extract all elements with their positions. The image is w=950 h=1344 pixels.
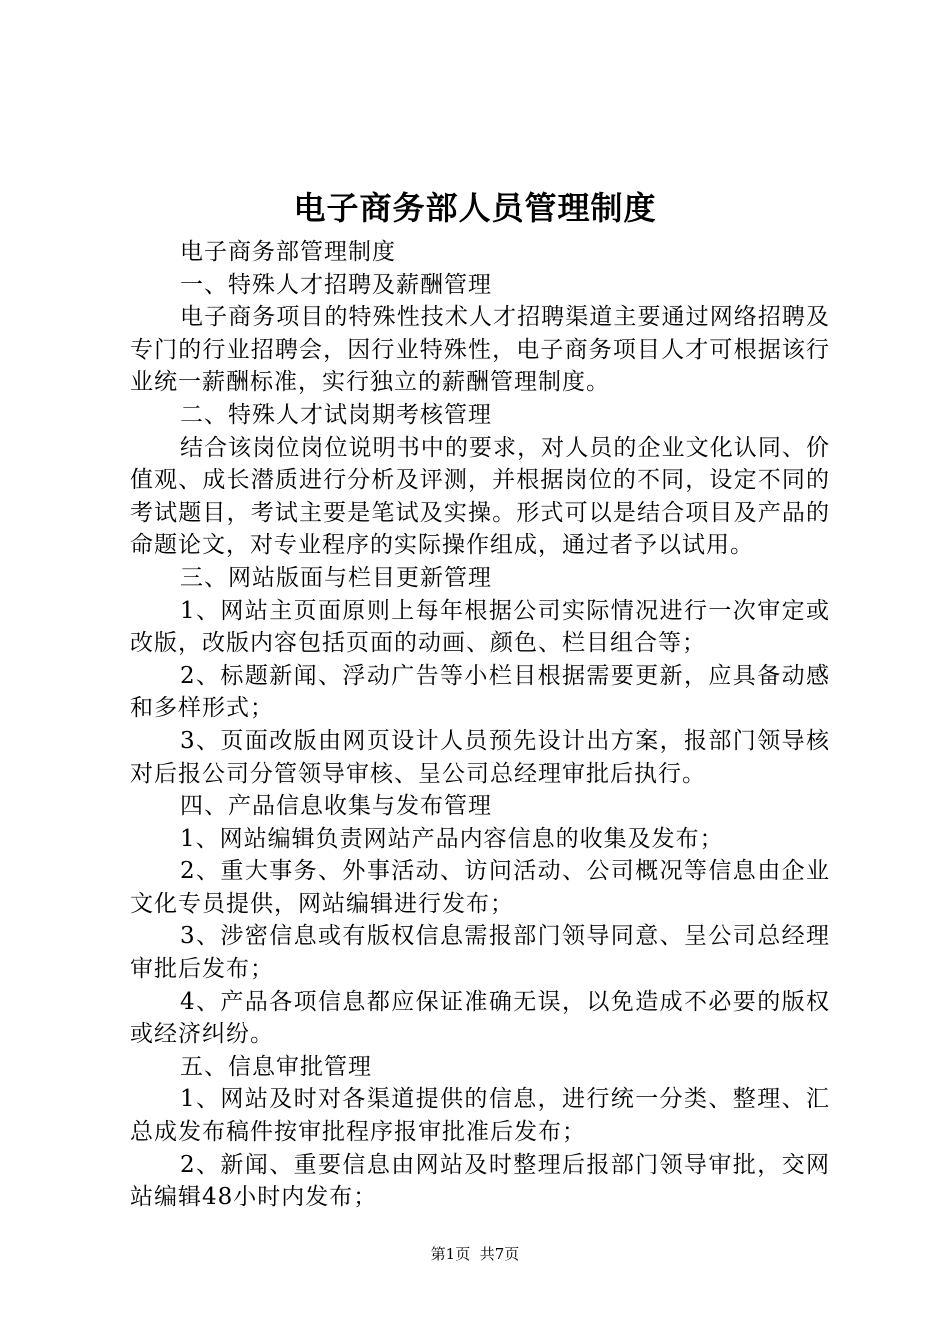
list-item: 3、页面改版由网页设计人员预先设计出方案，报部门领导核对后报公司分管领导审核、呈公司总经理审批后执行。 <box>130 727 830 787</box>
page-total: 共7页 <box>479 1245 520 1263</box>
section-heading-3: 三、网站版面与栏目更新管理 <box>180 564 492 591</box>
section-heading-2: 二、特殊人才试岗期考核管理 <box>180 401 492 428</box>
list-item: 3、涉密信息或有版权信息需报部门领导同意、呈公司总经理审批后发布； <box>130 923 830 983</box>
list-item: 2、新闻、重要信息由网站及时整理后报部门领导审批，交网站编辑48小时内发布； <box>130 1151 830 1211</box>
list-item: 2、标题新闻、浮动广告等小栏目根据需要更新，应具备动感和多样形式； <box>130 662 830 722</box>
paragraph: 结合该岗位岗位说明书中的要求，对人员的企业文化认同、价值观、成长潜质进行分析及评测，并根据岗位的不同，设定不同的考试题目，考试主要是笔试及实操。形式可以是结合项目及产品的命题论文，对专业程序的实际操作组成，通过者予以试用。 <box>130 434 830 559</box>
section-heading-5: 五、信息审批管理 <box>180 1053 372 1080</box>
page-footer <box>0 1244 950 1264</box>
document-body <box>130 236 830 1214</box>
list-item: 1、网站及时对各渠道提供的信息，进行统一分类、整理、汇总成发布稿件按审批程序报审批准后发布； <box>130 1086 830 1146</box>
list-item: 1、网站主页面原则上每年根据公司实际情况进行一次审定或改版，改版内容包括页面的动画、颜色、栏目组合等； <box>130 597 830 657</box>
section-heading-4: 四、产品信息收集与发布管理 <box>180 793 492 820</box>
paragraph-subtitle: 电子商务部管理制度 <box>180 239 396 265</box>
paragraph: 电子商务项目的特殊性技术人才招聘渠道主要通过网络招聘及专门的行业招聘会，因行业特殊性，电子商务项目人才可根据该行业统一薪酬标准，实行独立的薪酬管理制度。 <box>130 304 830 396</box>
section-heading-1: 一、特殊人才招聘及薪酬管理 <box>180 271 492 298</box>
document-title: 电子商务部人员管理制度 <box>293 189 657 227</box>
page-number: 第1页 <box>430 1245 471 1263</box>
list-item: 2、重大事务、外事活动、访问活动、公司概况等信息由企业文化专员提供，网站编辑进行发布； <box>130 858 830 917</box>
list-item: 1、网站编辑负责网站产品内容信息的收集及发布； <box>180 825 724 852</box>
list-item: 4、产品各项信息都应保证准确无误，以免造成不必要的版权或经济纠纷。 <box>130 988 830 1048</box>
footer-separator <box>470 1245 480 1263</box>
